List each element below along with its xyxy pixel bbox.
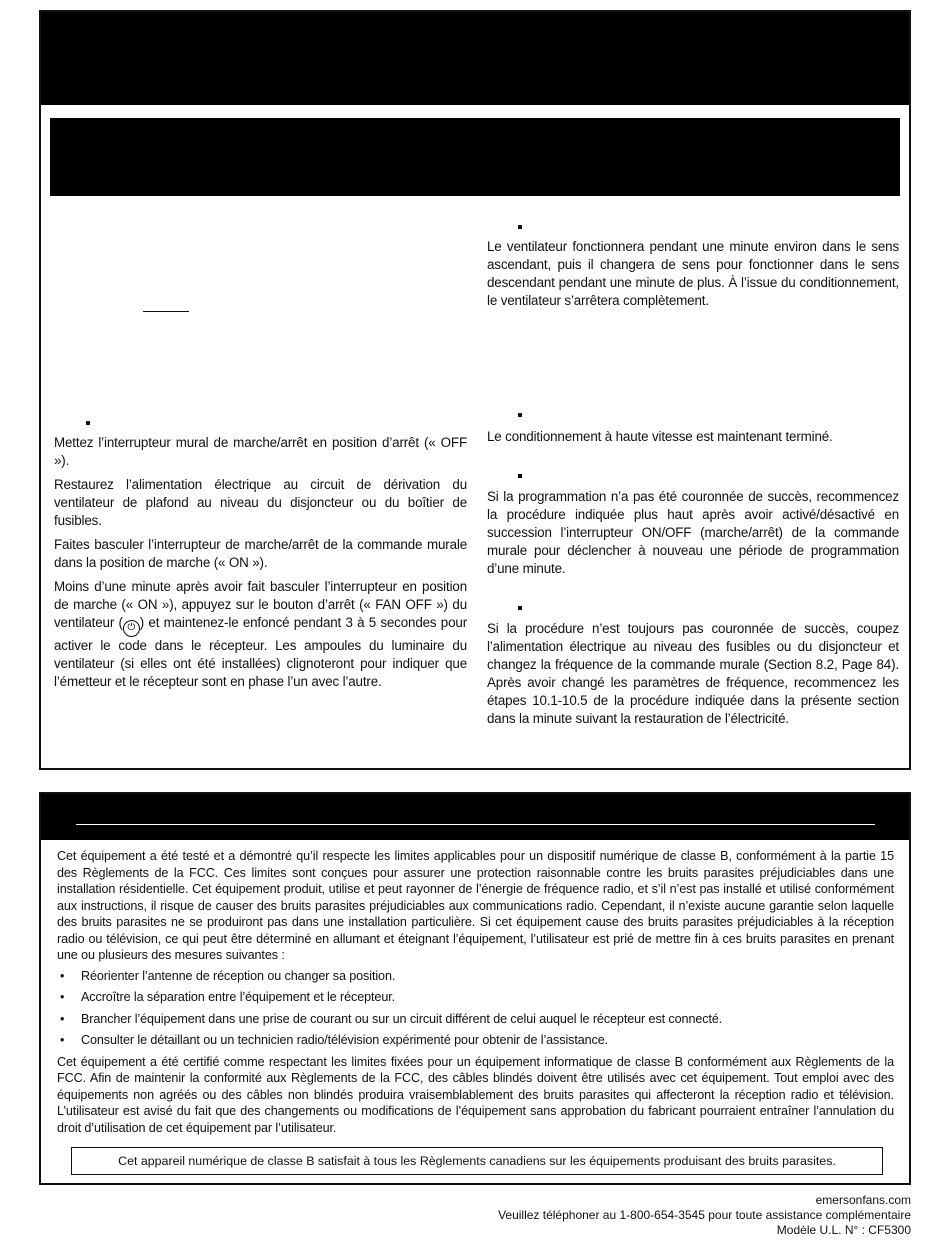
list-item [57,1011,894,1028]
list-item [57,1032,894,1049]
fcc-measures-list [57,968,894,1049]
fcc-text [57,848,894,1140]
left-column [54,434,467,697]
list-item-text: Brancher l’équipement dans une prise de courant ou sur un circuit différent de celui auquel le récepteur est connecté. [81,1011,723,1026]
list-item [57,989,894,1006]
step-bullet [86,421,90,425]
support-phone: Veuillez téléphoner au 1-800-654-3545 pour toute assistance complémentaire [498,1208,911,1222]
underline-rule [143,311,189,312]
step-paragraph: Mettez l’interrupteur mural de marche/arrêt en position d’arrêt (« OFF »). [54,435,467,468]
step-bullet [518,474,522,478]
bullet-icon: • [60,1033,65,1047]
step-text: Moins d’une minute après avoir fait basculer l’interrupteur en position de marche (« ON »), appuyez sur le bouton d’arrêt (« FAN OFF ») du ventilateur ( [54,579,467,630]
fcc-header-bar [41,794,909,840]
header-rule [76,824,875,825]
canada-notice-box: Cet appareil numérique de classe B satisfait à tous les Règlements canadiens sur les équipements produisant des bruits parasites. [71,1147,883,1175]
list-item-text: Accroître la séparation entre l’équipement et le récepteur. [81,990,396,1004]
list-item [57,968,894,985]
power-button-icon: ⏻ [123,620,140,637]
fcc-closing: Cet équipement a été certifié comme respectant les limites fixées pour un équipement informatique de classe B conformément aux Règlements de la FCC. Afin de maintenir la conformité aux Règlements de la FCC, des câbles blindés doivent être utilisés avec cet équipement. Tout emploi avec des équipements non agréés ou des câbles non blindés produira vraisemblablement des bruits parasites qui affecteront la réception radio et télévision. L’utilisateur est avisé du fait que des changements ou modifications de l’équipement sans approbation du fabricant pourraient entraîner l’annulation du droit d’utilisation de cet équipement par l’utilisateur. [57,1054,894,1135]
bullet-icon: • [60,968,65,983]
step-paragraph: Le ventilateur fonctionnera pendant une minute environ dans le sens ascendant, puis il changera de sens pour fonctionner dans le sens descendant pendant une minute de plus. À l’issue du conditionnement, le ventilateur s’arrêtera complètement. [487,239,899,308]
website-link[interactable]: emersonfans.com [815,1193,911,1207]
fcc-intro: Cet équipement a été testé et a démontré qu’il respecte les limites applicables pour un dispositif numérique de classe B, conformément à la partie 15 des Règlements de la FCC. Ces limites sont conçues pour assurer une protection raisonnable contre les bruits parasites préjudiciables dans une installation résidentielle. Cet équipement produit, utilise et peut rayonner de l’énergie de fréquence radio, et s’il n’est pas installé et utilisé conformément aux instructions, il risque de causer des bruits parasites préjudiciables aux communications radio. Cependant, il n’existe aucune garantie selon laquelle des bruits parasites ne se produiront pas dans une installation particulière. Si cet équipement cause des bruits parasites préjudiciables à la réception radio ou télévision, ce qui peut être déterminé en allumant et éteignant l’équipement, l’utilisateur est prié de mettre fin à ces bruits parasites en prenant une ou plusieurs des mesures suivantes : [57,849,894,962]
step-paragraph: Le conditionnement à haute vitesse est maintenant terminé. [487,429,833,444]
bullet-icon: • [60,1011,65,1026]
step-paragraph [54,578,467,691]
step-bullet [518,606,522,610]
step-bullet [518,413,522,417]
step-text: ) et maintenez-le enfoncé pendant 3 à 5 secondes pour activer le code dans le récepteur. Les ampoules du luminaire du ventilateur (si elles ont été installées) clignoteront pour indiquer que l’émetteur et le récepteur sont en phase l’un avec l’autre. [54,615,468,689]
step-paragraph: Si la programmation n’a pas été couronnée de succès, recommencez la procédure indiquée plus haut après avoir activé/désactivé en succession l’interrupteur ON/OFF (marche/arrêt) de la commande murale pour déclencher à nouveau une période de programmation d’une minute. [487,489,899,576]
list-item-text: Consulter le détaillant ou un technicien radio/télévision expérimenté pour obtenir de l’assistance. [81,1033,609,1047]
model-number: Modèle U.L. N° : CF5300 [776,1223,911,1237]
step-paragraph: Restaurez l’alimentation électrique au circuit de dérivation du ventilateur de plafond au niveau du disjoncteur ou du boîtier de fusibles. [54,477,467,528]
page-footer [498,1193,911,1238]
section-subheader-bar [50,118,900,196]
step-paragraph: Faites basculer l’interrupteur de marche/arrêt de la commande murale dans la position de marche (« ON »). [54,537,467,570]
list-item-text: Réorienter l’antenne de réception ou changer sa position. [81,968,396,983]
step-paragraph: Si la procédure n’est toujours pas couronnée de succès, coupez l’alimentation électrique au niveau des fusibles ou du disjoncteur et changez la fréquence de la commande murale (Section 8.2, Page 84). Après avoir changé les paramètres de fréquence, recommencez les étapes 10.1-10.5 de la procédure indiquée dans la présente section dans la minute suivant la restauration de l’électricité. [487,621,899,726]
step-bullet [518,225,522,229]
section-header-bar [41,12,909,105]
bullet-icon: • [60,990,65,1004]
